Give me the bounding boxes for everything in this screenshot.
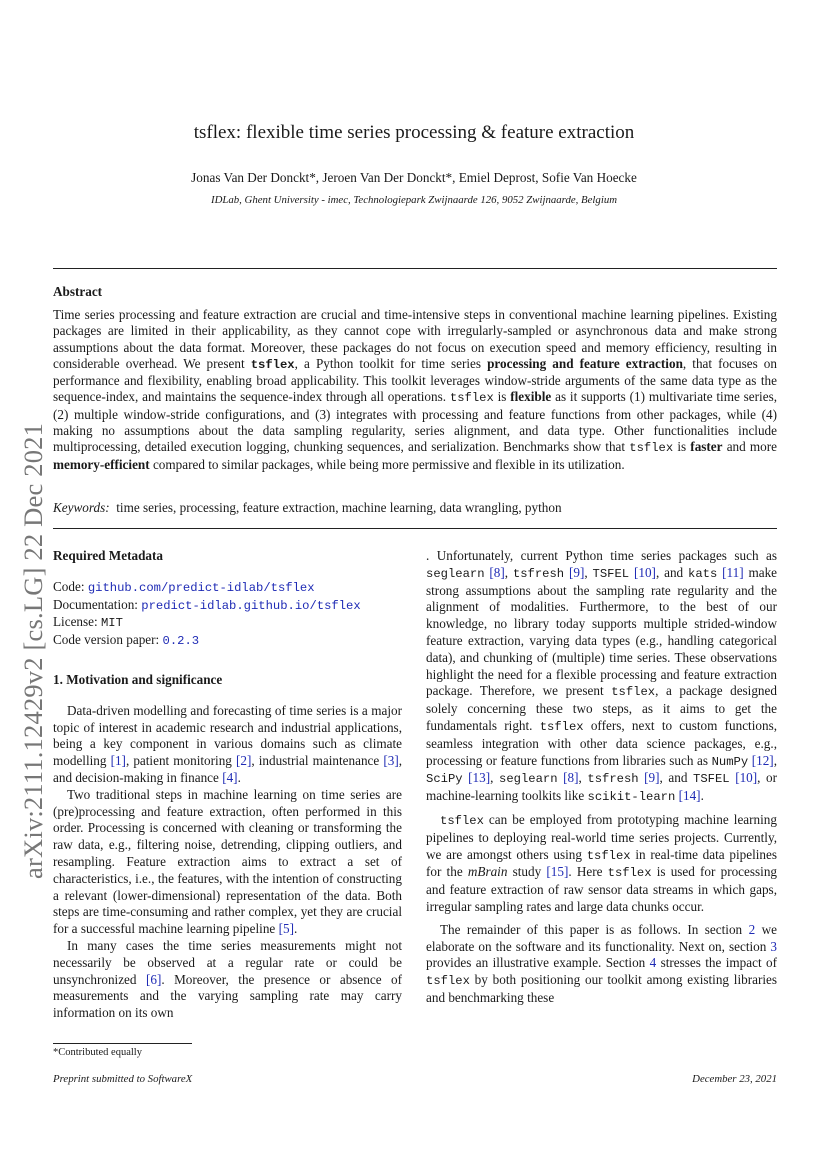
abstract-body: Time series processing and feature extraction are crucial and time-intensive steps in conventional machine learning pipelines. Existing packages are limited in their applicability, as they cannot cope with irregularly-sampled or asynchronous data and make strong assumptions about the data format. Moreover, these packages do not focus on execution speed and memory efficiency, resulting in considerable overhead. We present tsflex, a Python toolkit for time series processing and feature extraction, that focuses on performance and flexibility, enabling broad applicability. This toolkit leverages window-stride arguments of the same data type as the sequence-index, and maintains the sequence-index through all operations. tsflex is flexible as it supports (1) multivariate time series, (2) multiple window-stride configurations, and (3) integrates with processing and feature functions from other packages, while (4) making no assumptions about the data sampling regularity, series alignment, and data type. Other functionalities include multiprocessing, detailed execution logging, chunking sequences, and serialization. Benchmarks show that tsflex is faster and more memory-efficient compared to similar packages, while being more permissive and flexible in its utilization. bbox=[53, 307, 778, 472]
footer-date: December 23, 2021 bbox=[692, 1073, 777, 1085]
code-link[interactable]: github.com/predict-idlab/tsflex bbox=[87, 580, 315, 595]
keywords-label: Keywords: bbox=[53, 500, 110, 515]
version-link[interactable]: 0.2.3 bbox=[162, 634, 200, 649]
documentation-link[interactable]: predict-idlab.github.io/tsflex bbox=[141, 598, 361, 613]
footer-venue: Preprint submitted to SoftwareX bbox=[53, 1073, 193, 1085]
top-rule bbox=[53, 268, 777, 269]
right-column bbox=[426, 548, 777, 1007]
metadata-code: Code: github.com/predict-idlab/tsflex bbox=[53, 578, 315, 595]
metadata-license: License: MIT bbox=[53, 614, 123, 631]
arxiv-identifier-stamp: arXiv:2111.12429v2 [cs.LG] 22 Dec 2021 bbox=[18, 422, 48, 879]
paragraph-3-continued: . Unfortunately, current Python time series packages such as seglearn [8], tsfresh [9], TSFEL [10], and kats [11] make strong assumptions about the sampling rate regularity and the alignment of modalities. Furthermore, to the best of our knowledge, no library today supports multiple strided-window feature extraction, varying data types (e.g., handling categorical data), and chunking of (multiple) time series. These observations highlight the need for a flexible processing and feature extraction package. Therefore, we present tsflex, a package designed solely concerning these two steps, as it aims to get the fundamentals right. tsflex offers, next to custom functions, seamless integration with other data science packages, e.g., processing or feature functions from libraries such as NumPy [12], SciPy [13], seglearn [8], tsfresh [9], and TSFEL [10], or machine-learning toolkits like scikit-learn [14]. bbox=[426, 548, 778, 805]
keywords-text: time series, processing, feature extraction, machine learning, data wrangling, python bbox=[116, 500, 562, 515]
footnote-rule bbox=[53, 1043, 192, 1044]
paper-title: tsflex: flexible time series processing & feature extraction bbox=[193, 122, 635, 143]
paragraph-2: Two traditional steps in machine learning on time series are (pre)processing and feature extraction, often performed in this order. Processing is concerned with cleaning or transforming the raw data, e.g., filtering noise, detrending, clipping outliers, and resampling. Feature extraction aims to extract a set of characteristics, i.e., the features, with the intention of constructing a relevant (lower-dimensional) representation of the data. Both steps are time-consuming and rather complex, yet they are crucial for a successful machine learning pipeline [5]. bbox=[53, 786, 402, 937]
abstract-bottom-rule bbox=[53, 528, 777, 529]
paragraph-5: The remainder of this paper is as follows. In section 2 we elaborate on the software and its functionality. Next on, section 3 provides an illustrative example. Section 4 stresses the impact of tsflex by both positioning our toolkit among existing libraries and benchmarking these bbox=[426, 921, 777, 1005]
paragraph-1: Data-driven modelling and forecasting of time series is a major topic of interest in academic research and industrial applications, being a key component in various domains such as climate modelling [1], patient monitoring [2], industrial maintenance [3], and decision-making in finance [4]. bbox=[53, 702, 403, 785]
abstract-heading: Abstract bbox=[53, 284, 103, 299]
footnote: *Contributed equally bbox=[53, 1047, 142, 1058]
metadata-documentation: Documentation: predict-idlab.github.io/tsflex bbox=[53, 596, 361, 613]
metadata-heading: Required Metadata bbox=[53, 548, 164, 563]
author-list: Jonas Van Der Donckt*, Jeroen Van Der Donckt*, Emiel Deprost, Sofie Van Hoecke bbox=[191, 170, 637, 185]
paragraph-3-start: In many cases the time series measurements might not necessarily be observed at a regular rate or could be unsynchronized [6]. Moreover, the presence or absence of measurements and the varying sampling rate may carry information on its own bbox=[53, 937, 403, 1021]
affiliation: IDLab, Ghent University - imec, Technologiepark Zwijnaarde 126, 9052 Zwijnaarde, Belgium bbox=[210, 194, 618, 206]
left-column bbox=[53, 548, 402, 1022]
paragraph-4: tsflex can be employed from prototyping machine learning pipelines to deploying real-world time series projects. Currently, we are amongst others using tsflex in real-time data pipelines for the mBrain study [15]. Here tsflex is used for processing and feature extraction of raw sensor data streams in which gaps, irregular sampling rates and large data chunks occur. bbox=[426, 811, 778, 914]
metadata-version: Code version paper: 0.2.3 bbox=[53, 632, 200, 649]
keywords bbox=[53, 500, 777, 516]
section-1-heading: 1. Motivation and significance bbox=[53, 671, 223, 687]
